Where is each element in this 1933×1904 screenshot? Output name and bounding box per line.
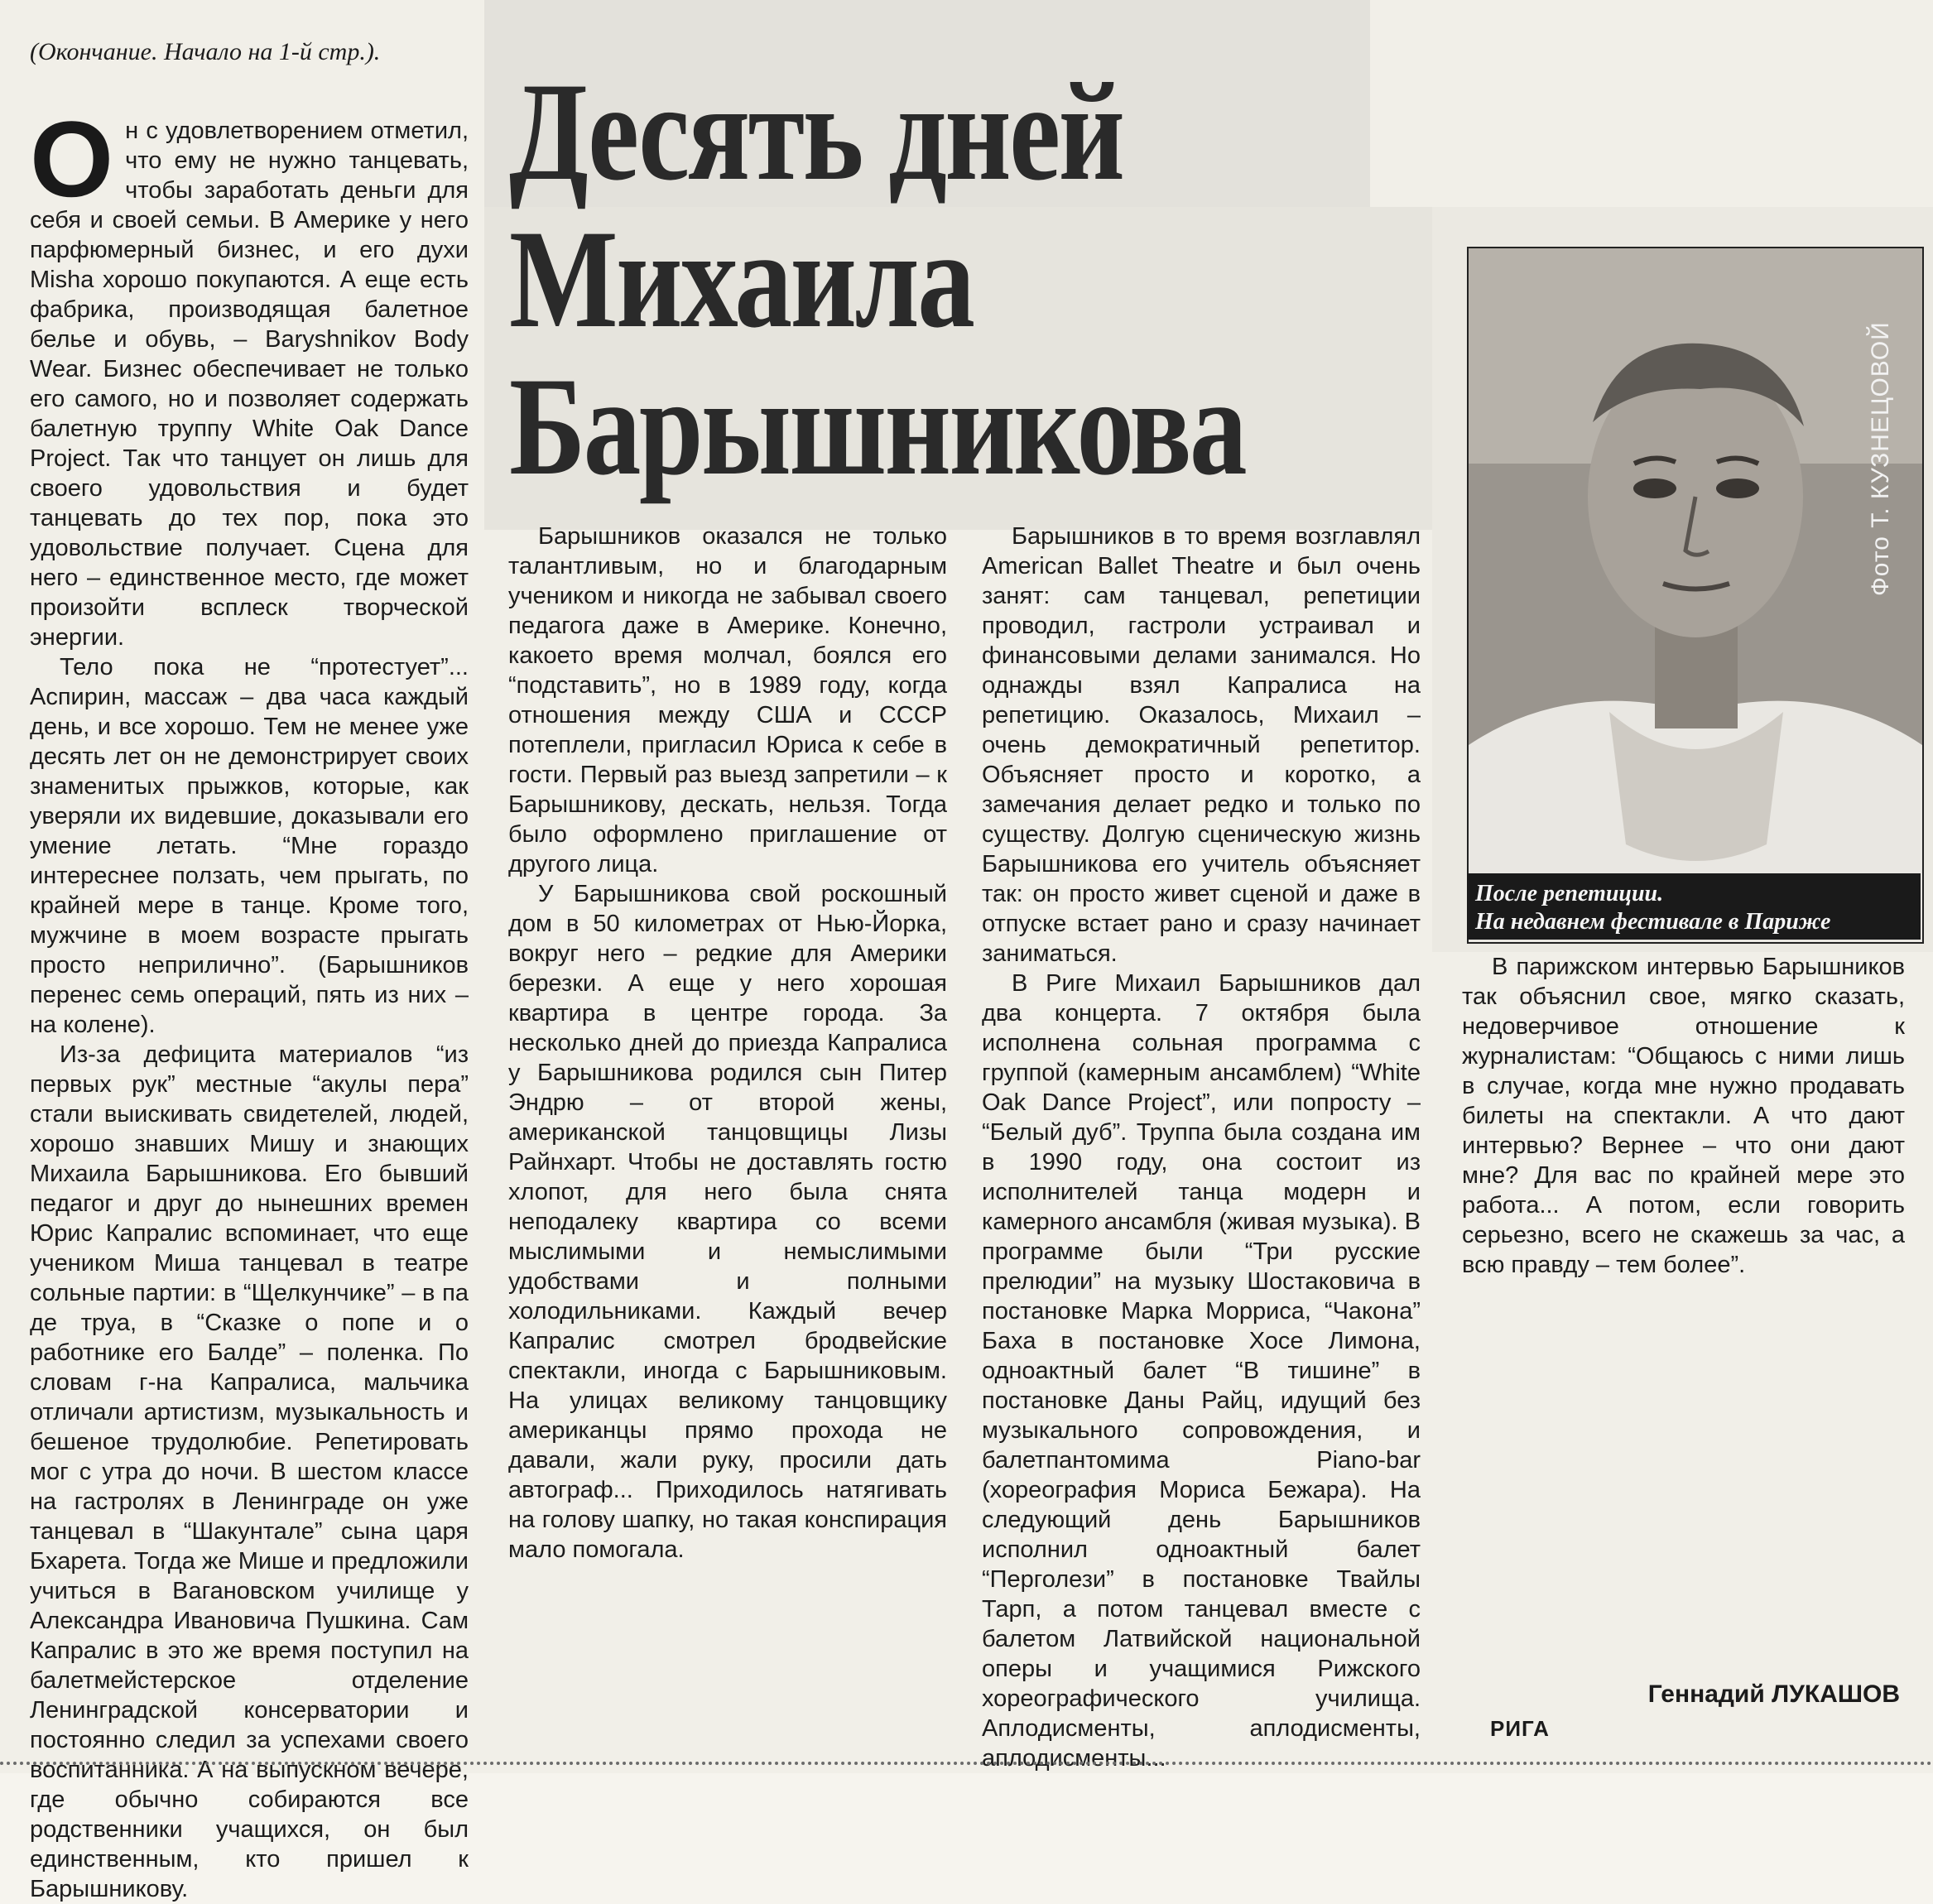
photo-caption	[1467, 873, 1921, 940]
article-paragraph	[30, 99, 469, 652]
article-paragraph: В Риге Михаил Барышников дал два концерта. 7 октября была исполнена сольная программа с группой (камерным ансамблем) “White Oak Dance Project”, или попросту – “Белый дуб”. Труппа была создана им в 1990 году, она состоит из исполнителей танца модерн и камерного ансамбля (живая музыка). В программе были “Три русские прелюдии” на музыку Шостаковича в постановке Марка Морриса, “Чакона” Баха в постановке Хосе Лимона, одноактный балет “В тишине” в постановке Даны Райц, идущий без музыкального сопровождения, и балетпантомима Piano-bar (хореография Мориса Бежара). На следующий день Барышников исполнил одноактный балет “Перголези” в постановке Твайлы Тарп, а потом танцевал вместе с балетом Латвийской национальной оперы и учащимися Рижского хореографического училища. Аплодисменты, аплодисменты, аплодисменты...	[982, 970, 1421, 1772]
article-column-1	[30, 99, 469, 1904]
headline-line: Барышникова	[509, 349, 1246, 504]
article-paragraph: Барышников оказался не только талантливым, но и благодарным учеником и никогда не забывал своего педагога даже в Америке. Конечно, какоето время молчал, боялся его “подставить”, но в 1989 году, когда отношения между США и СССР потеплели, пригласил Юриса к себе в гости. Первый раз выезд запретили – к Барышникову, дескать, нельзя. Тогда было оформлено приглашение от другого лица.	[508, 523, 947, 877]
caption-line: На недавнем фестивале в Париже	[1475, 909, 1831, 935]
article-column-4	[1462, 952, 1905, 1280]
page-edge-perforation	[0, 1762, 1933, 1765]
headline-line: Десять дней	[509, 54, 1123, 209]
article-headline	[509, 54, 1256, 504]
article-paragraph: Барышников в то время возглавлял American Ballet Theatre и был очень занят: сам танцевал, репетиции проводил, гастроли устраивал и финансовыми делами занимался. Но однажды взял Капралиса на репетицию. Оказалось, Михаил – очень демократичный репетитор. Объясняет просто и коротко, а замечания делает редко и только по существу. Долгую сценическую жизнь Барышникова его учитель объясняет так: он просто живет сценой и даже в отпуске встает рано и сразу начинает заниматься.	[982, 523, 1421, 967]
dateline-place: РИГА	[1490, 1716, 1550, 1741]
article-paragraph: В парижском интервью Барышников так объяснил свое, мягко сказать, недоверчивое отношение к журналистам: “Общаюсь с ними лишь в случае, когда мне нужно продавать билеты на спектакли. А что дают интервью? Вернее – что они дают мне? Для вас по крайней мере это работа... А потом, если говорить серьезно, всего не скажешь за час, а всю правду – тем более”.	[1462, 954, 1905, 1278]
article-paragraph: Из-за дефицита материалов “из первых рук” местные “акулы пера” стали выискивать свидетелей, людей, хорошо знавших Мишу и знающих Михаила Барышникова. Его бывший педагог и друг до нынешних времен Юрис Капралис вспоминает, что еще учеником Миша танцевал в театре сольные партии: в “Щелкунчике” – в па де труа, в “Сказке о попе и о работнике его Балде” – поленка. По словам г-на Капралиса, мальчика отличали артистизм, музыкальность и бешеное трудолюбие. Репетировать мог с утра до ночи. В шестом классе на гастролях в Ленинграде он уже танцевал в “Шакунтале” сына царя Бхарета. Тогда же Мише и предложили учиться в Вагановском училище у Александра Ивановича Пушкина. Сам Капралис в это же время поступил на балетмейстерское отделение Ленинградской консерватории и постоянно следил за успехами своего воспитанника. А на выпускном вечере, где обычно собираются все родственники учащихся, он был единственным, кто пришел к Барышникову.	[30, 1041, 469, 1902]
paragraph-text: н с удовлетворением отметил, что ему не нужно танцевать, чтобы заработать деньги для себя и своей семьи. В Америке у него парфюмерный бизнес, и его духи Misha хорошо покупаются. А еще есть фабрика, производящая балетное белье и обувь, – Baryshnikov Body Wear. Бизнес обеспечивает не только его самого, но и позволяет содержать балетную труппу White Oak Dance Project. Так что танцует он лишь для своего удовольствия и будет танцевать до тех пор, пока это удовольствие получает. Сцена для него – единственное место, где может произойти всплеск творческой энергии.	[30, 118, 469, 651]
continuation-note: (Окончание. Начало на 1-й стр.).	[30, 38, 381, 65]
drop-cap: О	[30, 99, 114, 219]
article-column-3	[982, 522, 1421, 1773]
photo-credit: Фото Т. КУЗНЕЦОВОЙ	[1867, 321, 1894, 596]
article-paragraph: Тело пока не “протестует”... Аспирин, массаж – два часа каждый день, и все хорошо. Тем не менее уже десять лет он не демонстрирует своих знаменитых прыжков, которые, как уверяли их видевшие, доказывали его умение летать. “Мне гораздо интереснее ползать, чем прыгать, по крайней мере в танце. Кроме того, мужчине в моем возрасте прыгать просто неприлично”. (Барышников перенес семь операций, пять из них – на колене).	[30, 654, 469, 1038]
headline-line: Михаила	[509, 201, 974, 357]
article-column-2	[508, 522, 947, 1565]
portrait-illustration	[1469, 248, 1922, 942]
author-byline: Геннадий ЛУКАШОВ	[1647, 1680, 1900, 1708]
article-paragraph: У Барышникова свой роскошный дом в 50 километрах от Нью-Йорка, вокруг него – редкие для Америки березки. А еще у него хорошая квартира в центре города. За несколько дней до приезда Капралиса у Барышникова родился сын Питер Эндрю – от второй жены, американской танцовщицы Лизы Райнхарт. Чтобы не доставлять гостю хлопот, для него была снята неподалеку квартира со всеми мыслимыми и немыслимыми удобствами и полными холодильниками. Каждый вечер Капралис смотрел бродвейские спектакли, иногда с Барышниковым. На улицах великому танцовщику американцы прямо прохода не давали, жали руку, просили дать автограф... Приходилось натягивать на голову шапку, но такая конспирация мало помогала.	[508, 881, 947, 1563]
caption-line: После репетиции.	[1475, 881, 1664, 906]
portrait-photo	[1467, 247, 1924, 944]
